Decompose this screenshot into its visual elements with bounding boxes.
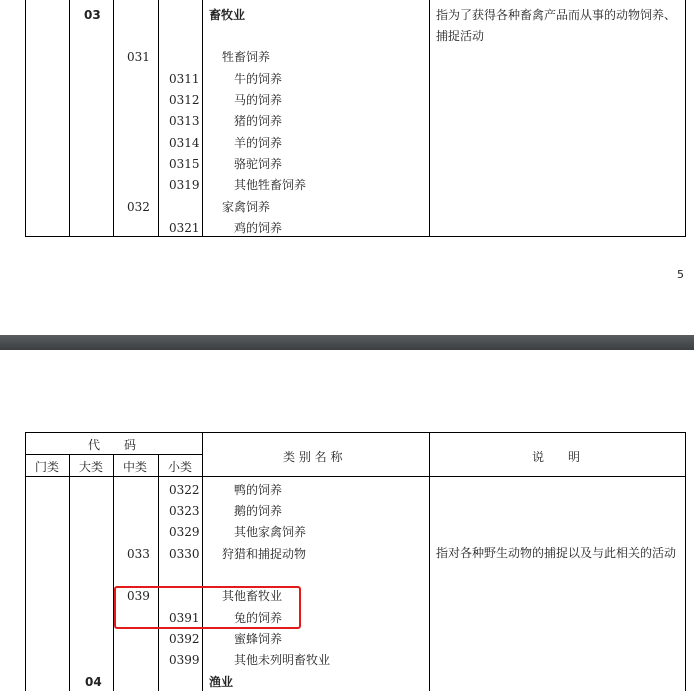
category-name: 其他未列明畜牧业 [234, 653, 331, 667]
category-name: 蜜蜂饲养 [234, 632, 283, 646]
minor-code: 0313 [169, 114, 200, 128]
category-name: 其他家禽饲养 [234, 525, 307, 539]
minor-code: 0323 [169, 504, 200, 518]
minor-code: 0319 [169, 178, 200, 192]
category-name: 牛的饲养 [234, 72, 283, 86]
major-code: 03 [84, 8, 101, 22]
header-note: 说 明 [532, 450, 581, 464]
category-name: 其他畜牧业 [222, 589, 283, 603]
minor-code: 0391 [169, 611, 200, 625]
category-name: 鸡的饲养 [234, 221, 283, 235]
category-name: 羊的饲养 [234, 136, 283, 150]
category-name: 狩猎和捕捉动物 [222, 547, 307, 561]
medium-code: 039 [127, 589, 150, 603]
medium-code: 031 [127, 50, 150, 64]
category-name: 猪的饲养 [234, 114, 283, 128]
minor-code: 0392 [169, 632, 200, 646]
page-number: 5 [677, 268, 684, 281]
category-name: 其他牲畜饲养 [234, 178, 307, 192]
category-name: 渔业 [209, 675, 234, 689]
category-name: 骆驼饲养 [234, 157, 283, 171]
category-name: 畜牧业 [209, 8, 246, 22]
header-door: 门类 [35, 460, 60, 474]
category-description: 指为了获得各种畜禽产品而从事的动物饲养、捕捉活动 [436, 8, 677, 43]
header-code: 代 码 [88, 438, 137, 452]
category-name: 家禽饲养 [222, 200, 271, 214]
header-minor: 小类 [168, 460, 193, 474]
minor-code: 0311 [169, 72, 200, 86]
page-divider [0, 335, 694, 350]
minor-code: 0314 [169, 136, 200, 150]
minor-code: 0329 [169, 525, 200, 539]
medium-code: 032 [127, 200, 150, 214]
header-medium: 中类 [123, 460, 148, 474]
category-name: 牲畜饲养 [222, 50, 271, 64]
category-name: 兔的饲养 [234, 611, 283, 625]
medium-code: 033 [127, 547, 150, 561]
major-code: 04 [85, 675, 102, 689]
category-description: 指对各种野生动物的捕捉以及与此相关的活动 [436, 546, 677, 560]
header-major: 大类 [79, 460, 104, 474]
minor-code: 0312 [169, 93, 200, 107]
minor-code: 0330 [169, 547, 200, 561]
highlight-box [114, 586, 301, 629]
category-name: 鸭的饲养 [234, 483, 283, 497]
header-name: 类 别 名 称 [283, 450, 343, 464]
minor-code: 0399 [169, 653, 200, 667]
minor-code: 0321 [169, 221, 200, 235]
category-name: 鹅的饲养 [234, 504, 283, 518]
minor-code: 0322 [169, 483, 200, 497]
category-name: 马的饲养 [234, 93, 283, 107]
minor-code: 0315 [169, 157, 200, 171]
